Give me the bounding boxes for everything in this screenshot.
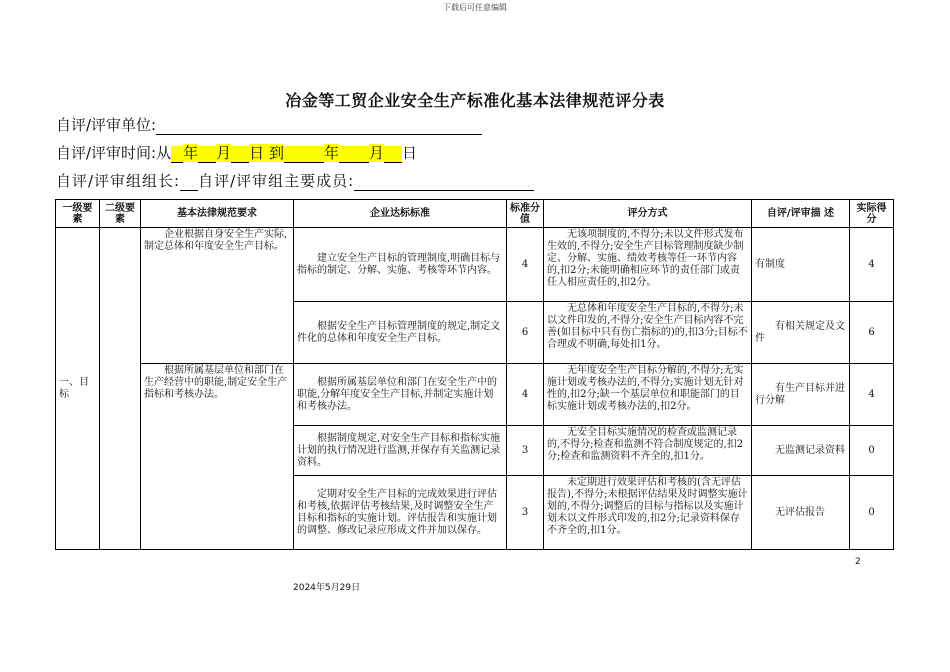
self-eval-cell[interactable]: 有相关规定及文件 (752, 302, 850, 364)
score-cell: 4 (507, 364, 544, 426)
unit-blank[interactable] (156, 118, 482, 135)
standard-cell: 建立安全生产目标的管理制度,明确目标与指标的制定、分解、实施、考核等环节内容。 (294, 228, 507, 302)
day2-blank[interactable] (384, 146, 402, 163)
score-cell: 3 (507, 476, 544, 550)
self-eval-cell[interactable]: 有生产目标并进行分解 (752, 364, 850, 426)
members-label: 自评/评审组主要成员: (198, 172, 355, 190)
score-cell: 6 (507, 302, 544, 364)
members-blank[interactable] (354, 174, 534, 191)
score-cell: 3 (507, 426, 544, 476)
level1-cell: 一、目标 (56, 228, 100, 550)
footer-date: 2024年5月29日 (293, 583, 361, 593)
self-eval-cell[interactable]: 无监测记录资料 (752, 426, 850, 476)
level2-cell (100, 228, 141, 550)
self-eval-cell[interactable]: 有制度 (752, 228, 850, 302)
score-cell: 4 (507, 228, 544, 302)
header-method: 评分方式 (544, 200, 752, 228)
score-table (55, 199, 894, 550)
actual-cell[interactable]: 4 (850, 228, 894, 302)
to-label: 到 (268, 144, 284, 162)
method-cell: 无总体和年度安全生产目标的,不得分;未以文件印发的,不得分;安全生产目标内容不完善(如目标中只有伤亡指标的)的,扣3分;目标不合理或不明确,每处扣1分。 (544, 302, 752, 364)
day1-blank[interactable] (231, 146, 249, 163)
standard-cell: 根据安全生产目标管理制度的规定,制定文件化的总体和年度安全生产目标。 (294, 302, 507, 364)
year2-label: 年 (323, 144, 339, 162)
header-actual: 实际得分 (850, 200, 894, 228)
actual-cell[interactable]: 0 (850, 426, 894, 476)
month2-blank[interactable] (339, 146, 369, 163)
unit-line (56, 114, 482, 135)
leader-label: 自评/评审组组长: (56, 172, 181, 190)
page-number: 2 (855, 557, 861, 567)
header-score: 标准分值 (507, 200, 544, 228)
header-row (56, 200, 894, 228)
table-row (56, 364, 894, 426)
header-self-eval: 自评/评审描 述 (752, 200, 850, 228)
unit-label: 自评/评审单位: (56, 116, 157, 134)
year1-blank[interactable] (171, 146, 183, 163)
method-cell: 无安全目标实施情况的检查或监测记录的,不得分;检查和监测不符合制度规定的,扣2分;检查和监测资料不齐全的,扣1分。 (544, 426, 752, 476)
header-standard: 企业达标标准 (294, 200, 507, 228)
year2-blank[interactable] (284, 146, 324, 163)
top-note: 下载后可任意编辑 (443, 3, 507, 12)
actual-cell[interactable]: 4 (850, 364, 894, 426)
actual-cell[interactable]: 6 (850, 302, 894, 364)
standard-cell: 根据所属基层单位和部门在安全生产中的职能,分解年度安全生产目标,并制定实施计划和考核办法。 (294, 364, 507, 426)
month2-label: 月 (368, 144, 384, 162)
standard-cell: 定期对安全生产目标的完成效果进行评估和考核,依据评估考核结果,及时调整安全生产目标和指标的实施计划。评估报告和实施计划的调整、修改记录应形成文件并加以保存。 (294, 476, 507, 550)
method-cell: 未定期进行效果评估和考核的(含无评估报告),不得分;未根据评估结果及时调整实施计划的,不得分;调整后的目标与指标以及实施计划未以文件形式印发的,扣2分;记录资料保存不齐全的,扣1分。 (544, 476, 752, 550)
day1-label: 日 (249, 144, 265, 162)
month1-label: 月 (216, 144, 232, 162)
header-requirement: 基本法律规范要求 (141, 200, 294, 228)
standard-cell: 根据制度规定,对安全生产目标和指标实施计划的执行情况进行监测,并保存有关监测记录资料。 (294, 426, 507, 476)
month1-blank[interactable] (198, 146, 216, 163)
time-label: 自评/评审时间:从 (56, 144, 172, 162)
self-eval-cell[interactable]: 无评估报告 (752, 476, 850, 550)
page-title: 冶金等工贸企业安全生产标准化基本法律规范评分表 (285, 91, 665, 110)
header-level1: 一级要素 (56, 200, 100, 228)
day2-label: 日 (401, 144, 417, 162)
table-row (56, 228, 894, 302)
actual-cell[interactable]: 0 (850, 476, 894, 550)
method-cell: 无该项制度的,不得分;未以文件形式发布生效的,不得分;安全生产目标管理制度缺少制定、分解、实施、绩效考核等任一环节内容的,扣2分;未能明确相应环节的责任部门或责任人相应责任的,扣2分。 (544, 228, 752, 302)
method-cell: 无年度安全生产目标分解的,不得分;无实施计划或考核办法的,不得分;实施计划无针对性的,扣2分;缺一个基层单位和职能部门的目标实施计划或考核办法的,扣2分。 (544, 364, 752, 426)
leader-blank[interactable] (180, 174, 198, 191)
header-level2: 二级要素 (100, 200, 141, 228)
year1-label: 年 (183, 144, 199, 162)
requirement-cell: 根据所属基层单位和部门在生产经营中的职能,制定安全生产指标和考核办法。 (141, 364, 294, 550)
time-line (56, 142, 417, 163)
requirement-cell: 企业根据自身安全生产实际,制定总体和年度安全生产目标。 (141, 228, 294, 364)
team-line (56, 170, 534, 191)
